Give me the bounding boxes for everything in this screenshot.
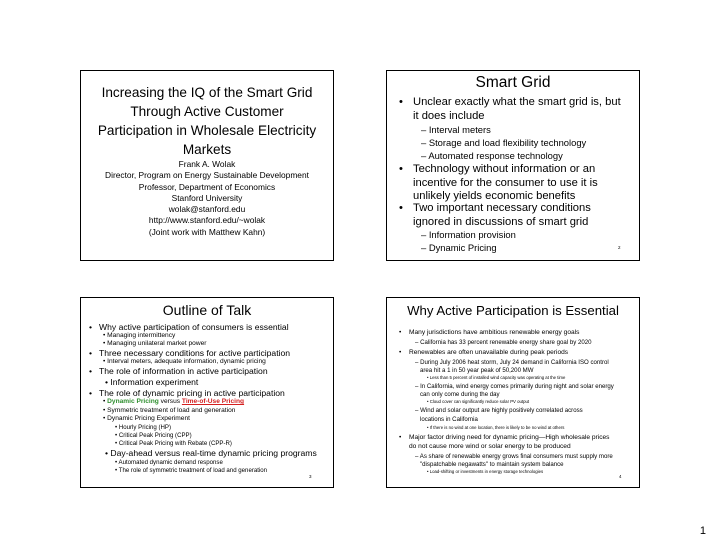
bullet-icon: • xyxy=(89,388,93,398)
slide-number: 4 xyxy=(619,474,622,479)
slide-3: Outline of Talk • Why active participation of consumers is essential • Managing intermittency • Managing unilateral market power • Three necessary conditions for active participation • Interval meters, adequate information, dynamic pricing • The role of information in active participation • Information experiment • The role of dynamic pricing in active participation • Dynamic Pricing versus Time-of-Use Pricing • Symmetric treatment of load and generation • Dynamic Pricing Experiment • Hourly Pricing (HP) • Critical Peak Pricing (CPP) • Critical Peak Pricing with Rebate (CPP-R) • Day-ahead versus real-time dynamic pricing programs • Automated dynamic demand response • The role of symmetric treatment of load and generation 3 xyxy=(80,297,334,488)
bullet-icon: • xyxy=(399,329,402,336)
bullet-icon: • xyxy=(89,322,93,332)
bullet-icon: • xyxy=(399,96,403,108)
slide-number: 2 xyxy=(618,245,621,250)
bullet-icon: • xyxy=(399,202,403,214)
bullet-icon: • xyxy=(399,349,402,356)
slide-3-title: Outline of Talk xyxy=(162,302,252,318)
bullet-icon: • xyxy=(89,348,93,358)
bullet-icon: • xyxy=(89,366,93,376)
page-number: 1 xyxy=(699,525,706,537)
bullet-icon: • xyxy=(399,163,403,175)
slide-2-title: Smart Grid xyxy=(475,74,551,91)
slide-1 xyxy=(80,70,334,261)
slide-number: 3 xyxy=(309,474,312,479)
slide-1-author-info: Frank A. Wolak Director, Program on Energy Sustainable Development Professor, Department of Economics Stanford University wolak@stanford.edu http://www.stanford.edu/~wolak (Joint work with Matthew Kahn) xyxy=(105,159,309,237)
slide-1-title: Increasing the IQ of the Smart Grid Through Active Customer Participation in Wholesale Electricity Markets xyxy=(97,85,317,157)
slide-4: Why Active Participation is Essential • Many jurisdictions have ambitious renewable energy goals – California has 33 percent renewable energy share goal by 2020 • Renewables are often unavailable during peak periods – During July 2006 heat storm, July 24 demand in California ISO control area hit a 1 in 50 year peak of 50,200 MW • Less than 5 percent of installed wind capacity was operating at the time – In California, wind energy comes primarily during night and solar energy can only come during the day • Cloud cover can significantly reduce solar PV output – Wind and solar output are highly positively correlated across locations in California • If there is no wind at one location, there is likely to be no wind at others • Major factor driving need for dynamic pricing—High wholesale prices do not cause more wind or solar energy to be produced – As share of renewable energy grows final consumers must supply more "dispatchable negawatts" to maintain system balance • Load-shifting or investments in energy storage technologies 4 xyxy=(386,297,640,488)
slide-4-title: Why Active Participation is Essential xyxy=(407,303,619,318)
slide-2: Smart Grid • Unclear exactly what the smart grid is, but it does include – Interval meters – Storage and load flexibility technology – Automated response technology • Technology without information or an incentive for the consumer to use it is unlikely yields economic benefits • Two important necessary conditions ignored in discussions of smart grid – Information provision – Dynamic Pricing 2 xyxy=(386,70,640,261)
bullet-icon: • xyxy=(399,434,402,441)
